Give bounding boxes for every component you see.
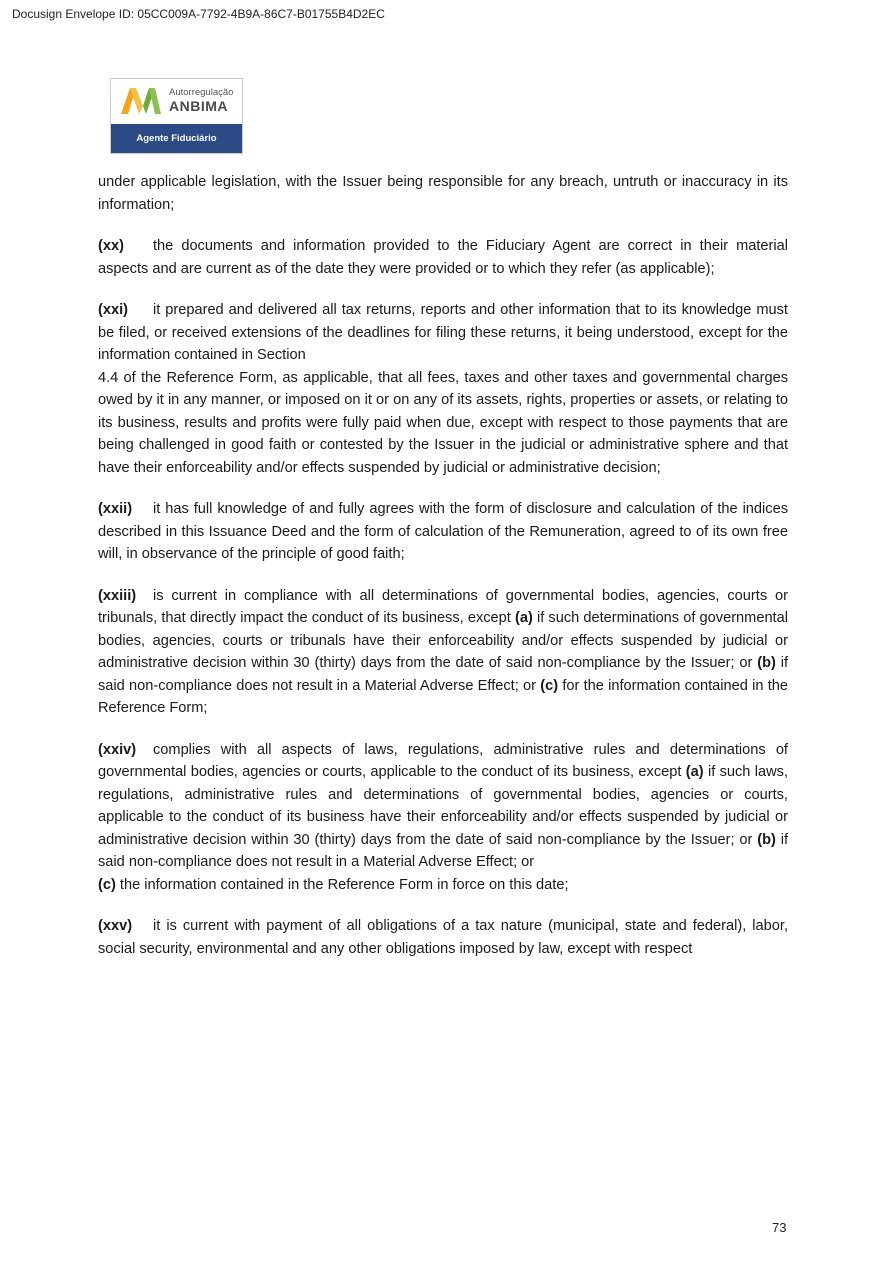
- item-text: if such determinations of governmental bodies, agencies, courts or tribunals have their enforceability and/or effects suspended by judicial or administrative decision within 30 (thirty) days from the date of said non-compliance by the Issuer; or: [98, 610, 788, 671]
- paragraph-intro: [98, 171, 788, 216]
- anbima-logo: [110, 78, 243, 154]
- item-text: the documents and information provided to the Fiduciary Agent are correct in their material aspects and are current as of the date they were provided or to which they refer (as applicable);: [98, 238, 788, 277]
- item-number: (xxi): [98, 302, 129, 318]
- clause-a: (a): [685, 764, 704, 780]
- item-number: (xxii): [98, 501, 133, 517]
- item-text: 4.4 of the Reference Form, as applicable, that all fees, taxes and other taxes and governmental charges owed by it in any manner, or imposed on it or on any of its assets, rights, properties or assets, or relating to its business, results and profits were fully paid when due, except with respect to those payments that are being challenged in good faith or contested by the Issuer in the judicial or administrative sphere and that have their enforceability and/or effects suspended by judicial or administrative decision;: [98, 369, 788, 476]
- paragraph-xxv: [98, 915, 788, 960]
- paragraph-xxii: [98, 498, 788, 566]
- clause-c: (c): [540, 677, 559, 694]
- item-number: (xxv): [98, 918, 133, 934]
- item-number: (xxiii): [98, 587, 137, 604]
- item-text: complies with all aspects of laws, regulations, administrative rules and determinations of governmental bodies, agencies or courts, applicable to the conduct of its business, except: [98, 741, 788, 780]
- document-body: [98, 171, 788, 979]
- clause-b: (b): [757, 655, 776, 671]
- paragraph-xxi: [98, 299, 788, 479]
- item-text: if such laws, regulations, administrative rules and determinations of governmental bodies, agencies or courts, applicable to the conduct of its business have their enforceability and/or effects suspended by judicial or administrative decision within 30 (thirty) days from the date of said non-compliance by the Issuer; or: [98, 764, 788, 848]
- anbima-mark-icon: [121, 88, 161, 114]
- item-text: it prepared and delivered all tax returns, reports and other information that to its knowledge must be filed, or received extensions of the deadlines for filing these returns, it being understood, except for the information contained in Section: [98, 302, 788, 363]
- item-text: if said non-compliance does not result in a Material Adverse Effect; or: [98, 831, 788, 870]
- logo-top: [111, 79, 242, 124]
- item-xxiv-first-part: [98, 739, 788, 874]
- item-text: it has full knowledge of and fully agrees with the form of disclosure and calculation of the indices described in this Issuance Deed and the form of calculation of the Remuneration, agreed to of its own free will, in observance of the principle of good faith;: [98, 501, 788, 562]
- envelope-id: Docusign Envelope ID: 05CC009A-7792-4B9A-86C7-B01755B4D2EC: [12, 7, 385, 21]
- item-text: it is current with payment of all obligations of a tax nature (municipal, state and federal), labor, social security, environmental and any other obligations imposed by law, except with respect: [98, 918, 788, 957]
- item-text: if said non-compliance does not result in a Material Adverse Effect; or: [98, 655, 788, 694]
- page-number: 73: [772, 1220, 787, 1235]
- item-text: is current in compliance with all determinations of governmental bodies, agencies, courts or tribunals, that directly impact the conduct of its business, except: [98, 587, 788, 626]
- logo-band: Agente Fiduciário: [111, 124, 242, 153]
- paragraph-xxiii: [98, 585, 788, 720]
- item-number: (xx): [98, 238, 124, 254]
- paragraph-xxiv: [98, 739, 788, 897]
- clause-c: (c): [98, 876, 116, 893]
- logo-subtitle: Autorregulação: [169, 87, 234, 98]
- item-xxi-first-part: [98, 299, 788, 367]
- item-text: for the information contained in the Reference Form;: [98, 677, 788, 716]
- item-number: (xxiv): [98, 741, 137, 758]
- intro-text: under applicable legislation, with the Issuer being responsible for any breach, untruth or inaccuracy in its information;: [98, 174, 788, 213]
- item-xxiv-last-part: [98, 874, 788, 897]
- paragraph-xx: [98, 235, 788, 280]
- clause-b: (b): [757, 831, 776, 848]
- item-text: the information contained in the Reference Form in force on this date;: [119, 876, 569, 893]
- logo-name: ANBIMA: [169, 98, 228, 114]
- clause-a: (a): [514, 610, 533, 626]
